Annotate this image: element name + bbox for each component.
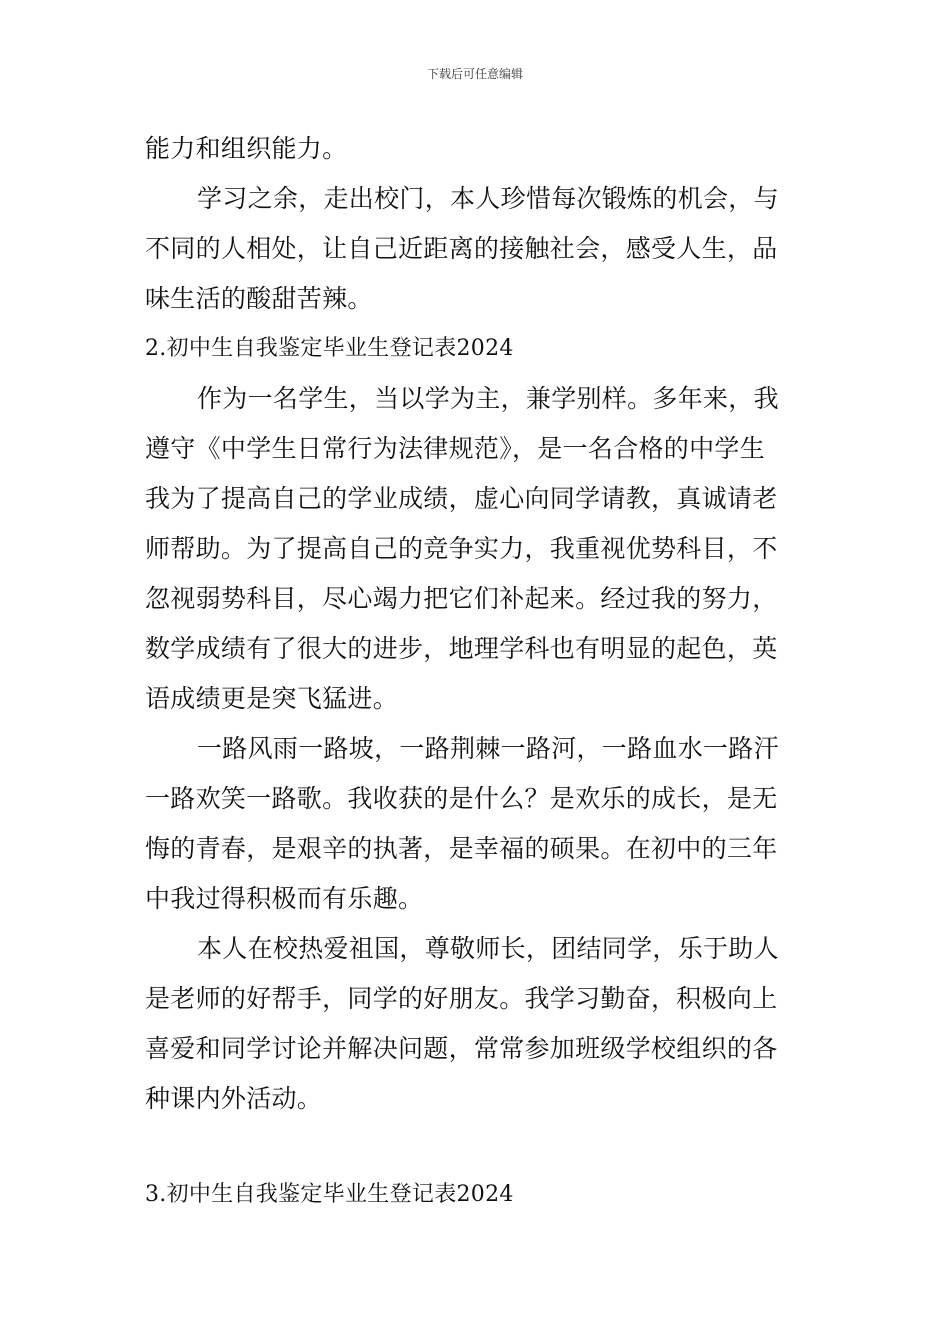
text-line: 味生活的酸甜苦辣。: [145, 284, 373, 313]
paragraph-start-line: 作为一名学生，当以学为主，兼学别样。多年来，我: [197, 384, 779, 413]
text-line: 语成绩更是突飞猛进。: [145, 684, 399, 713]
text-line: 师帮助。为了提高自己的竞争实力，我重视优势科目，不: [145, 534, 778, 563]
text-line: 喜爱和同学讨论并解决问题，常常参加班级学校组织的各: [145, 1034, 778, 1063]
text-line: 我为了提高自己的学业成绩，虚心向同学请教，真诚请老: [145, 484, 778, 513]
text-line: 种课内外活动。: [145, 1084, 323, 1113]
text-line: 忽视弱势科目，尽心竭力把它们补起来。经过我的努力，: [145, 584, 778, 613]
text-line: 一路欢笑一路歌。我收获的是什么？是欢乐的成长，是无: [145, 784, 778, 813]
header-note: 下载后可任意编辑: [426, 67, 523, 81]
text-line: 中我过得积极而有乐趣。: [145, 884, 424, 913]
text-line: 遵守《中学生日常行为法律规范》，是一名合格的中学生: [145, 434, 766, 463]
paragraph-start-line: 本人在校热爱祖国，尊敬师长，团结同学，乐于助人: [197, 934, 779, 963]
section-spacer: [145, 1124, 810, 1170]
paragraph-start-line: 一路风雨一路坡，一路荆棘一路河，一路血水一路汗: [197, 734, 779, 763]
text-line: 不同的人相处，让自己近距离的接触社会，感受人生，品: [145, 234, 778, 263]
section-heading: 3.初中生自我鉴定毕业生登记表2024: [145, 1182, 514, 1207]
text-line: 是老师的好帮手，同学的好朋友。我学习勤奋，积极向上: [145, 984, 778, 1013]
paragraph-start-line: 学习之余，走出校门，本人珍惜每次锻炼的机会，与: [197, 184, 779, 213]
text-line: 能力和组织能力。: [145, 134, 348, 163]
section-heading: 2.初中生自我鉴定毕业生登记表2024: [145, 336, 514, 361]
text-line: 数学成绩有了很大的进步，地理学科也有明显的起色，英: [145, 634, 778, 663]
text-line: 悔的青春，是艰辛的执著，是幸福的硕果。在初中的三年: [145, 834, 778, 863]
document-body: [145, 124, 810, 1220]
